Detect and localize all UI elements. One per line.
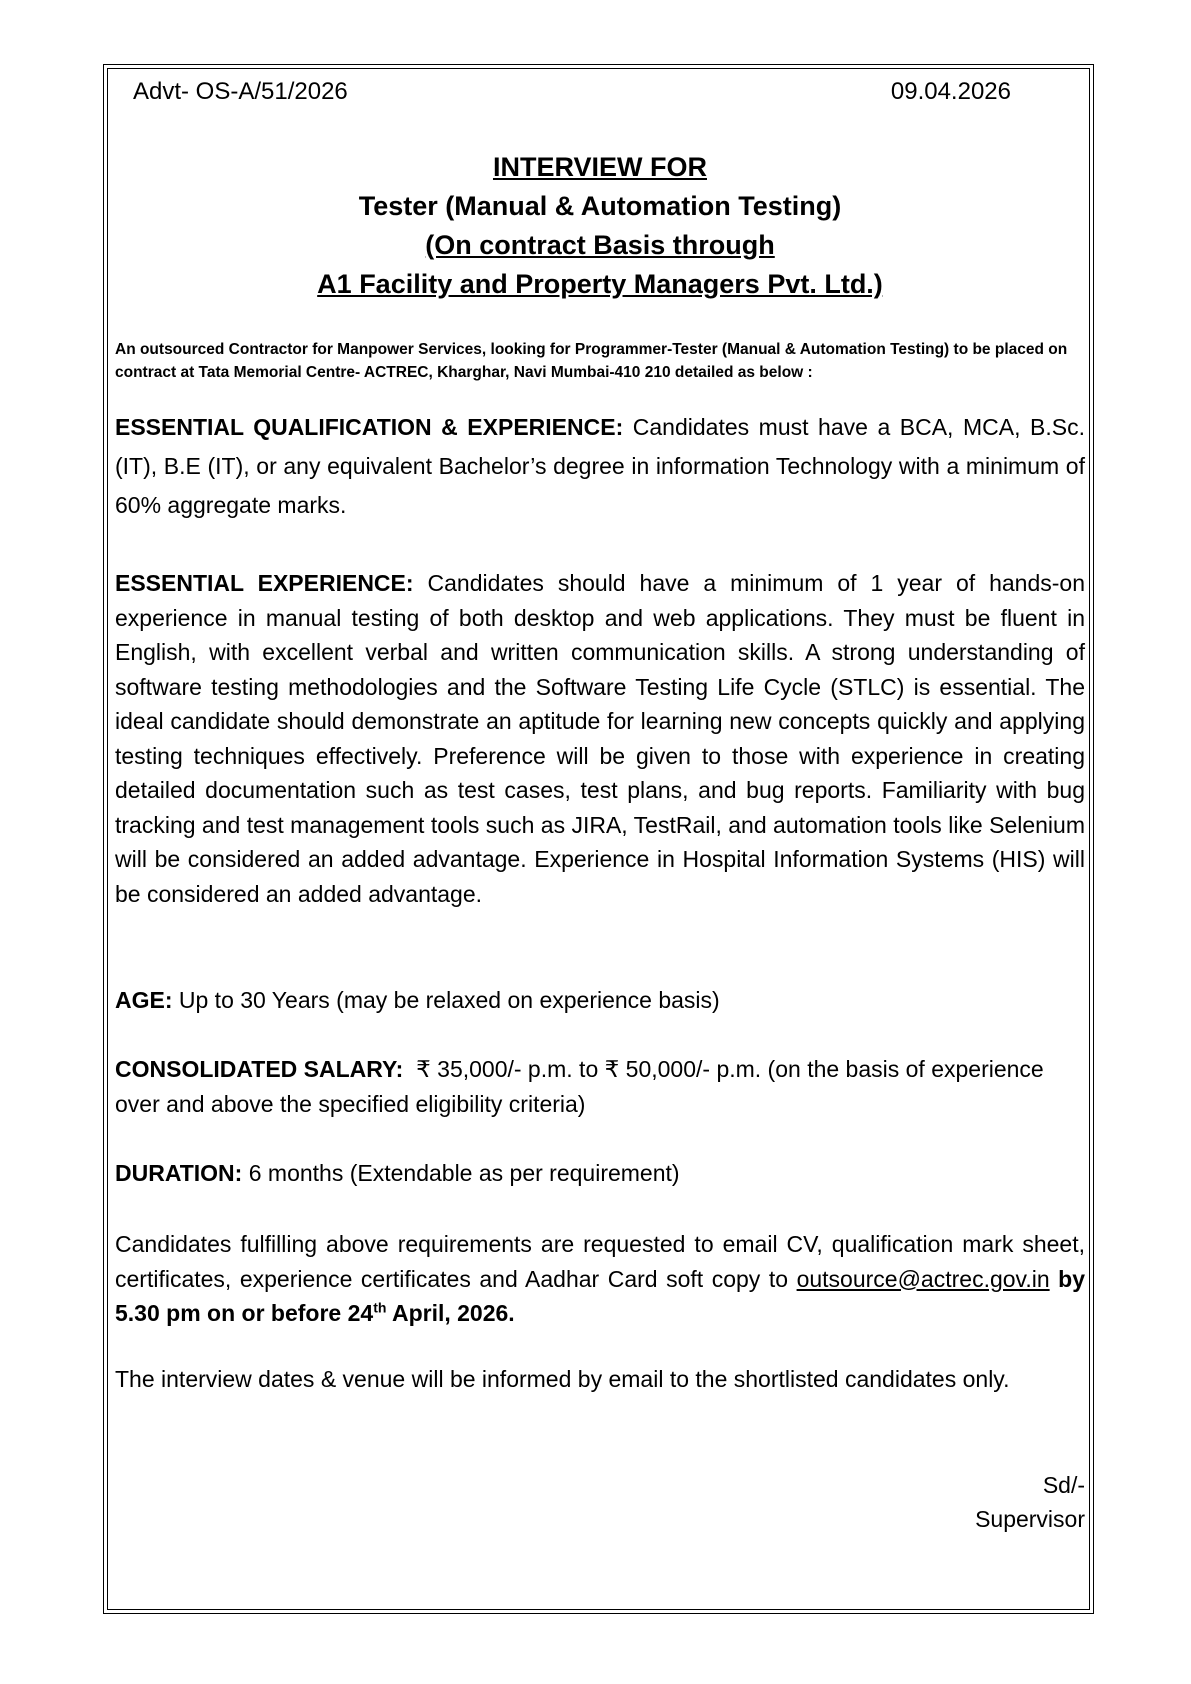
salary-section <box>115 1052 1085 1121</box>
signature-sd: Sd/- <box>1042 1472 1085 1498</box>
title-line-4: A1 Facility and Property Managers Pvt. Ltd.) <box>317 269 883 299</box>
experience-text: Candidates should have a minimum of 1 year of hands-on experience in manual testing of both desktop and web applications. They must be fluent in English, with excellent verbal and written communication skills. A strong understanding of software testing methodologies and the Software Testing Life Cycle (STLC) is essential. The ideal candidate should demonstrate an aptitude for learning new concepts quickly and applying testing techniques effectively. Preference will be given to those with experience in creating detailed documentation such as test cases, test plans, and bug reports. Familiarity with bug tracking and test management tools such as JIRA, TestRail, and automation tools like Selenium will be considered an added advantage. Experience in Hospital Information Systems (HIS) will be considered an added advantage. <box>115 570 1085 907</box>
age-text: Up to 30 Years (may be relaxed on experience basis) <box>172 987 720 1013</box>
experience-section <box>115 566 1085 911</box>
title-line-2: Tester (Manual & Automation Testing) <box>358 191 842 221</box>
intro-text: An outsourced Contractor for Manpower Services, looking for Programmer-Tester (Manual & Automation Testing) to be placed on contract at Tata Memorial Centre- ACTREC, Kharghar, Navi Mumbai-410 210 detailed as below : <box>115 341 1068 381</box>
title-line-1: INTERVIEW FOR <box>492 152 707 182</box>
deadline-prefix: by 5.30 pm on or before 24 <box>115 1265 1086 1326</box>
duration-text: 6 months (Extendable as per requirement) <box>242 1160 680 1186</box>
age-label: AGE: <box>115 987 173 1013</box>
signature-title: Supervisor <box>975 1506 1085 1532</box>
signature-block <box>975 1468 1085 1536</box>
advertisement-number: Advt- OS-A/51/2026 <box>133 78 348 105</box>
header-row <box>133 78 1011 108</box>
qualification-text: Candidates must have a BCA, MCA, B.Sc. (IT), B.E (IT), or any equivalent Bachelor’s degree in information Technology with a minimum of 60% aggregate marks. <box>115 414 1085 518</box>
deadline-suffix: April, 2026. <box>386 1300 515 1326</box>
application-instructions <box>115 1227 1085 1331</box>
deadline-superscript: th <box>373 1299 387 1316</box>
apply-text: Candidates fulfilling above requirements are requested to email CV, qualification mark sheet, certificates, experience certificates and Aadhar Card soft copy to <box>115 1231 1085 1292</box>
salary-label: CONSOLIDATED SALARY: <box>115 1056 404 1082</box>
advertisement-date: 09.04.2026 <box>890 78 1011 105</box>
duration-label: DURATION: <box>115 1160 243 1186</box>
title-line-3: (On contract Basis through <box>425 230 775 260</box>
email-link[interactable]: outsource@actrec.gov.in <box>796 1265 1050 1292</box>
qualification-label: ESSENTIAL QUALIFICATION & EXPERIENCE: <box>115 414 624 440</box>
salary-text: ₹ 35,000/- p.m. to ₹ 50,000/- p.m. (on the basis of experience over and above the specified eligibility criteria) <box>115 1056 1051 1117</box>
title-block <box>115 148 1085 304</box>
interview-note: The interview dates & venue will be informed by email to the shortlisted candidates only. <box>115 1366 1010 1392</box>
duration-section <box>115 1156 1085 1191</box>
experience-label: ESSENTIAL EXPERIENCE: <box>115 570 414 596</box>
qualification-section <box>115 408 1085 525</box>
age-section <box>115 983 1085 1018</box>
